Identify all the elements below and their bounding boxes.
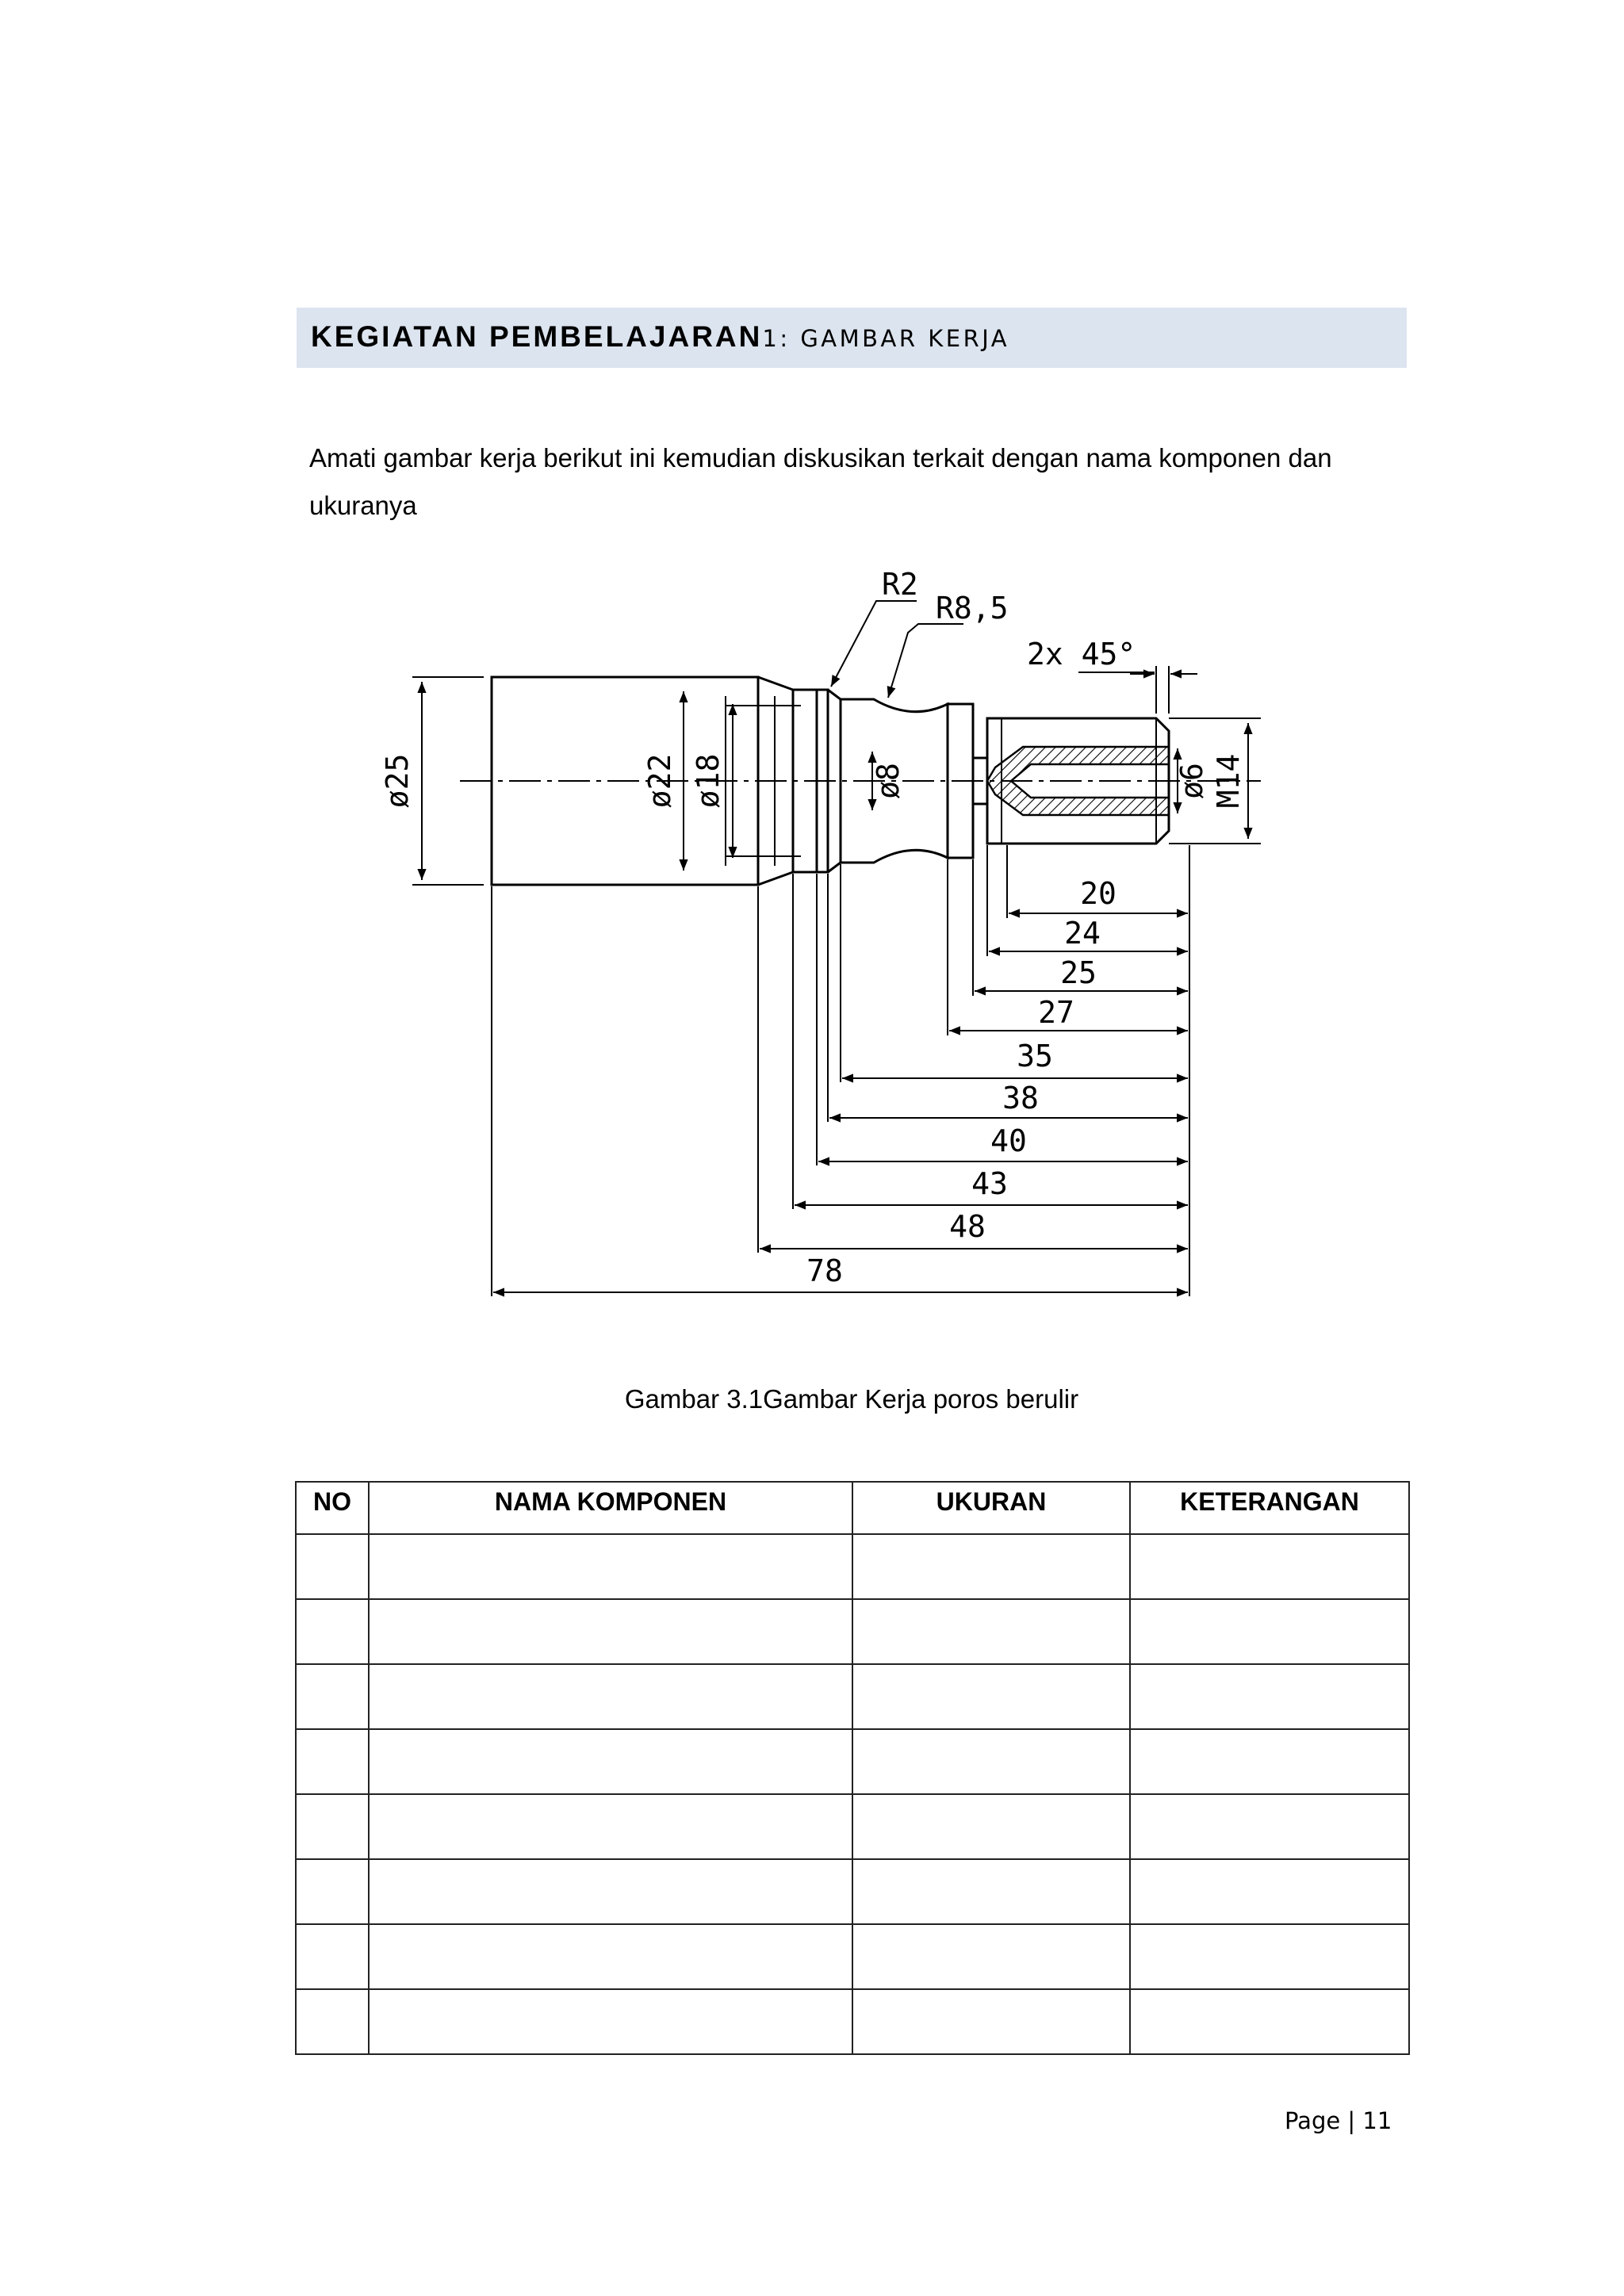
label-d8: ø8 [871,763,906,799]
table-cell[interactable] [296,1664,369,1729]
table-cell[interactable] [1130,1599,1409,1664]
table-row [296,1859,1409,1924]
table-cell[interactable] [369,1599,852,1664]
technical-drawing [349,555,1332,1316]
label-24: 24 [1064,916,1101,951]
table-cell[interactable] [369,1924,852,1989]
label-43: 43 [971,1166,1008,1201]
section-heading-main: KEGIATAN PEMBELAJARAN [311,320,763,353]
label-48: 48 [949,1209,986,1244]
label-27: 27 [1038,995,1074,1030]
table-cell[interactable] [1130,1989,1409,2054]
table-cell[interactable] [369,1729,852,1794]
label-d25: ø25 [380,753,415,809]
table-cell[interactable] [369,1859,852,1924]
table-cell[interactable] [852,1924,1130,1989]
table-cell[interactable] [1130,1729,1409,1794]
label-78: 78 [806,1253,843,1288]
table-cell[interactable] [852,1599,1130,1664]
table-cell[interactable] [852,1989,1130,2054]
table-cell[interactable] [296,1859,369,1924]
label-35: 35 [1017,1039,1053,1073]
label-25: 25 [1060,955,1097,990]
table-cell[interactable] [296,1794,369,1859]
table-cell[interactable] [296,1599,369,1664]
label-38: 38 [1002,1081,1039,1115]
label-d18: ø18 [691,753,726,809]
table-cell[interactable] [1130,1664,1409,1729]
table-cell[interactable] [369,1989,852,2054]
intro-paragraph: Amati gambar kerja berikut ini kemudian diskusikan terkait dengan nama komponen dan ukuranya [309,443,1332,520]
table-cell[interactable] [369,1794,852,1859]
table-cell[interactable] [369,1534,852,1599]
table-row [296,1924,1409,1989]
header-keterangan: KETERANGAN [1130,1482,1409,1534]
table-cell[interactable] [1130,1859,1409,1924]
table-row [296,1989,1409,2054]
section-heading [311,317,1009,357]
table-cell[interactable] [296,1924,369,1989]
label-r2: R2 [882,567,918,602]
section-heading-sub: 1: GAMBAR KERJA [762,325,1010,352]
table-cell[interactable] [1130,1794,1409,1859]
label-d22: ø22 [642,753,677,809]
label-20: 20 [1080,876,1116,911]
label-m14: M14 [1211,753,1246,809]
table-row [296,1794,1409,1859]
page-number: Page | 11 [1285,2107,1392,2134]
label-r8-5: R8,5 [936,591,1009,626]
diameter-dimensions [412,666,1261,885]
component-table [295,1481,1410,2055]
table-header-row [296,1482,1409,1534]
table-cell[interactable] [369,1664,852,1729]
label-chamfer: 2x 45° [1027,637,1136,672]
table-cell[interactable] [296,1729,369,1794]
table-cell[interactable] [1130,1924,1409,1989]
label-d6: ø6 [1174,763,1209,799]
table-row [296,1729,1409,1794]
table-cell[interactable] [852,1729,1130,1794]
label-40: 40 [990,1123,1027,1158]
table-row [296,1599,1409,1664]
table-row [296,1664,1409,1729]
header-nama-komponen: NAMA KOMPONEN [369,1482,852,1534]
table-cell[interactable] [852,1794,1130,1859]
table-row [296,1534,1409,1599]
table-cell[interactable] [852,1664,1130,1729]
header-no: NO [296,1482,369,1534]
dimension-labels [380,567,1246,1288]
figure-caption: Gambar 3.1Gambar Kerja poros berulir [624,1384,1079,1414]
table-cell[interactable] [296,1989,369,2054]
length-dimensions [492,845,1189,1296]
table-cell[interactable] [852,1859,1130,1924]
table-cell[interactable] [296,1534,369,1599]
header-ukuran: UKURAN [852,1482,1130,1534]
table-cell[interactable] [852,1534,1130,1599]
table-cell[interactable] [1130,1534,1409,1599]
